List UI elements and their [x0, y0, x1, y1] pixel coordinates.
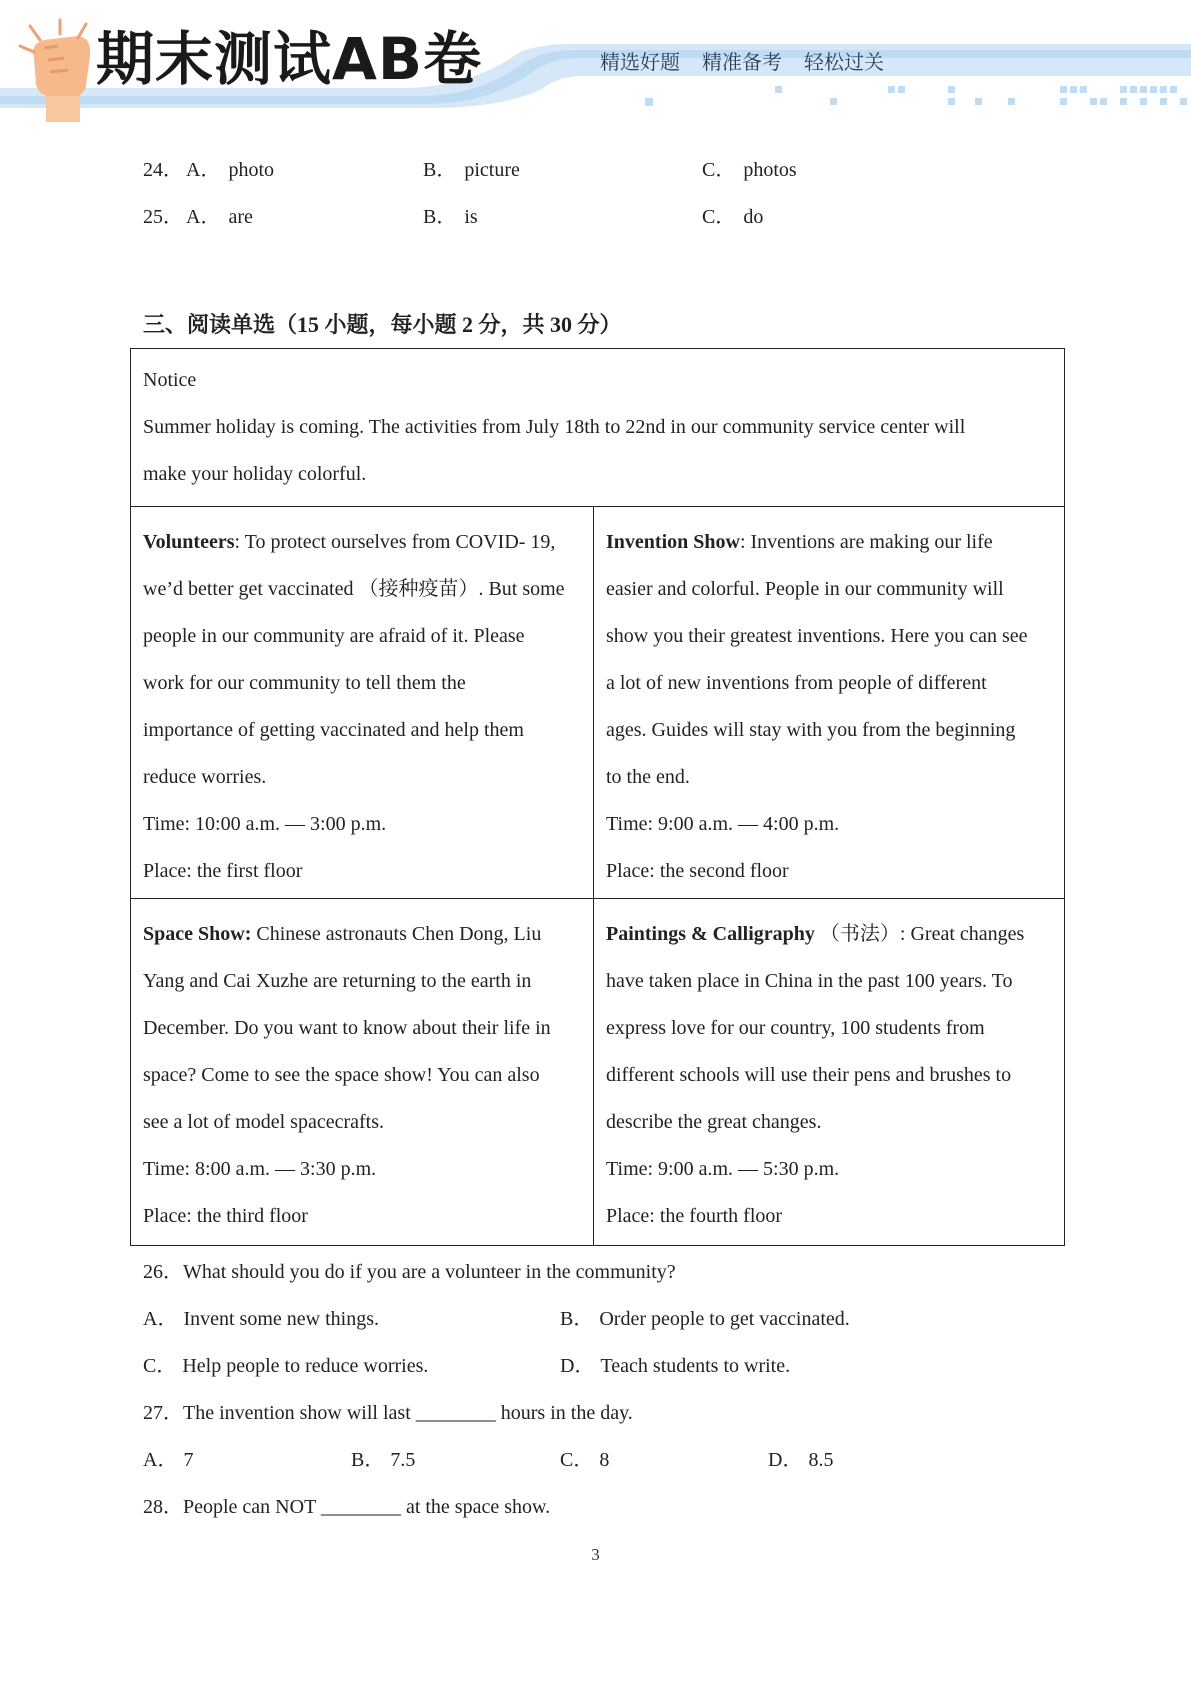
notice-intro-line: make your holiday colorful.: [143, 463, 367, 485]
option-c: C． 8: [560, 1449, 610, 1471]
option-a: A． 7: [143, 1449, 194, 1471]
activity-time: Time: 9:00 a.m. — 4:00 p.m.: [606, 813, 840, 835]
option-c: C． Help people to reduce worries.: [143, 1355, 429, 1377]
activity-place: Place: the fourth floor: [606, 1205, 783, 1227]
activity-name: Paintings & Calligraphy: [606, 923, 815, 945]
activity-cell-invention: Invention Show: Inventions are making our life easier and colorful. People in our community will show you their greatest inventions. Here you can see a lot of new inventions from people of different ages. Guides will stay with you from the beginning to the end. Time: 9:00 a.m. — 4:00 p.m. Place: the second floor: [594, 507, 1064, 899]
option-a: A． are: [186, 206, 253, 228]
option-d: D． 8.5: [768, 1449, 834, 1471]
notice-intro-cell: [131, 349, 1064, 507]
header-slogan: 轻松过关: [804, 50, 884, 74]
option-a: A． photo: [186, 159, 275, 181]
answer-blank[interactable]: ________: [320, 1496, 401, 1518]
activity-place: Place: the second floor: [606, 860, 789, 882]
option-c: C． do: [702, 206, 764, 228]
activity-place: Place: the first floor: [143, 860, 303, 882]
option-b: B． Order people to get vaccinated.: [560, 1308, 850, 1330]
notice-intro-line: Summer holiday is coming. The activities from July 18th to 22nd in our community service center will: [143, 416, 966, 438]
question-stem: 27．The invention show will last ________ hours in the day.: [143, 1402, 633, 1424]
activity-time: Time: 8:00 a.m. — 3:30 p.m.: [143, 1158, 377, 1180]
activity-cell-paintings: Paintings & Calligraphy （书法）: Great changes have taken place in China in the past 100 years. To express love for our country, 100 students from different schools will use their pens and brushes to describe the great changes. Time: 9:00 a.m. — 5:30 p.m. Place: the fourth floor: [594, 899, 1064, 1245]
option-b: B． is: [423, 206, 478, 228]
activity-name: Invention Show: [606, 531, 740, 553]
activity-time: Time: 9:00 a.m. — 5:30 p.m.: [606, 1158, 840, 1180]
question-stem: 26．What should you do if you are a volunteer in the community?: [143, 1261, 676, 1283]
notice-table: [130, 348, 1065, 1246]
header-title: 期末测试AB卷: [96, 25, 483, 93]
activity-cell-volunteers: Volunteers: To protect ourselves from COVID- 19, we’d better get vaccinated （接种疫苗）. But some people in our community are afraid of it. Please work for our community to tell them the importance of getting vaccinated and help them reduce worries. Time: 10:00 a.m. — 3:00 p.m. Place: the first floor: [131, 507, 594, 899]
option-c: C． photos: [702, 159, 797, 181]
activity-name: Volunteers: [143, 531, 235, 553]
answer-blank[interactable]: ________: [415, 1402, 496, 1424]
page-header: [0, 0, 1191, 125]
header-slogan: 精选好题: [600, 50, 680, 74]
header-slogan: 精准备考: [702, 50, 782, 74]
notice-title: Notice: [143, 369, 197, 391]
question-stem: 28．People can NOT ________ at the space show.: [143, 1496, 551, 1518]
section-heading: 三、阅读单选（15 小题，每小题 2 分，共 30 分）: [143, 312, 622, 337]
option-d: D． Teach students to write.: [560, 1355, 791, 1377]
option-a: A． Invent some new things.: [143, 1308, 379, 1330]
question-number: 25．: [143, 206, 183, 228]
activity-place: Place: the third floor: [143, 1205, 308, 1227]
activity-name: Space Show:: [143, 923, 252, 945]
header-slogans: [600, 46, 906, 75]
question-number: 24．: [143, 159, 183, 181]
option-b: B． picture: [423, 159, 520, 181]
activity-time: Time: 10:00 a.m. — 3:00 p.m.: [143, 813, 387, 835]
activity-cell-space: Space Show: Chinese astronauts Chen Dong, Liu Yang and Cai Xuzhe are returning to the earth in December. Do you want to know about their life in space? Come to see the space show! You can also see a lot of model spacecrafts. Time: 8:00 a.m. — 3:30 p.m. Place: the third floor: [131, 899, 594, 1245]
page-number: 3: [591, 1545, 600, 1564]
option-b: B． 7.5: [351, 1449, 416, 1471]
